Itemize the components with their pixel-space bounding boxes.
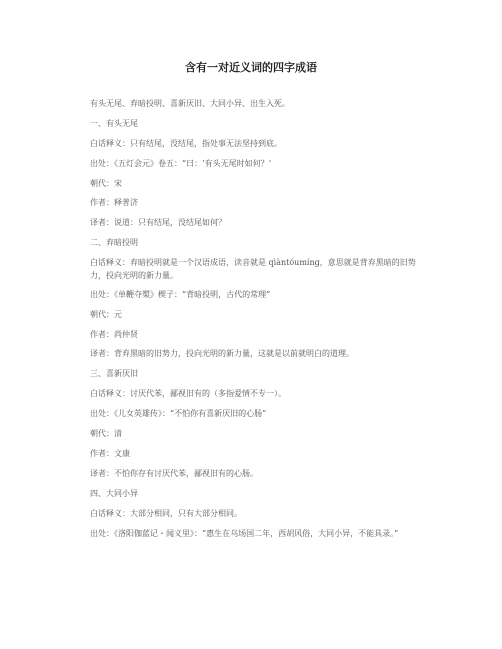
- section-4-line-2: 出处：《洛阳伽蓝记・闻义里》：“惠生在乌场国二年，西胡风俗，大同小异，不能具录。”: [90, 529, 399, 538]
- page-title: 含有一对近义词的四字成语: [185, 61, 317, 74]
- section-1-line-5: 译者：说道：只有结尾，没结尾如何？: [90, 218, 226, 227]
- section-2-line-4: 作者：尚仲贤: [90, 330, 138, 339]
- section-1-heading: 一、有头无尾: [90, 119, 138, 128]
- section-3-line-2: 出处：《儿女英雄传》：“不怕你有喜新厌旧的心肠”: [90, 409, 267, 418]
- section-2-line-1: 白话释义：弃暗投明就是一个汉语成语，读音就是 qìàntóumíng，意思就是背弃黑暗的旧势力，投向光明的新力量。: [90, 258, 416, 280]
- section-1-line-2: 出处：《五灯会元》卷五：“曰：‘有头无尾时如何？’: [90, 159, 272, 168]
- section-3-line-3: 朝代：清: [90, 429, 122, 438]
- section-3-line-4: 作者：文康: [90, 449, 130, 458]
- section-3-heading: 三、喜新厌旧: [90, 369, 138, 378]
- section-3-line-5: 译者：不怕你存有讨厌代苯，鄙视旧有的心肠。: [90, 469, 258, 478]
- section-3-line-1: 白话释义：讨厌代苯，鄙视旧有的（多指爱情不专一）。: [90, 389, 286, 398]
- section-2-line-3: 朝代：元: [90, 310, 122, 319]
- section-2-line-2: 出处：《单鞭夺槊》楔子：“背暗投明，古代的常理”: [90, 290, 271, 299]
- section-1-line-4: 作者：释普济: [90, 198, 138, 207]
- section-2-line-5: 译者：背弃黑暗的旧势力，投向光明的新力量，这就是以前就明白的道理。: [90, 349, 354, 358]
- section-4-line-1: 白话释义：大部分相同，只有大部分相同。: [90, 509, 242, 518]
- section-2-heading: 二、弃暗投明: [90, 238, 138, 247]
- section-1-line-3: 朝代：宋: [90, 179, 122, 188]
- intro-text: 有头无尾、弃暗投明、喜新厌旧、大同小异、出生入死。: [90, 99, 290, 108]
- section-1-line-1: 白话释义：只有结尾，没结尾，指处事无法坚持到底。: [90, 139, 282, 148]
- section-4-heading: 四、大同小异: [90, 489, 138, 498]
